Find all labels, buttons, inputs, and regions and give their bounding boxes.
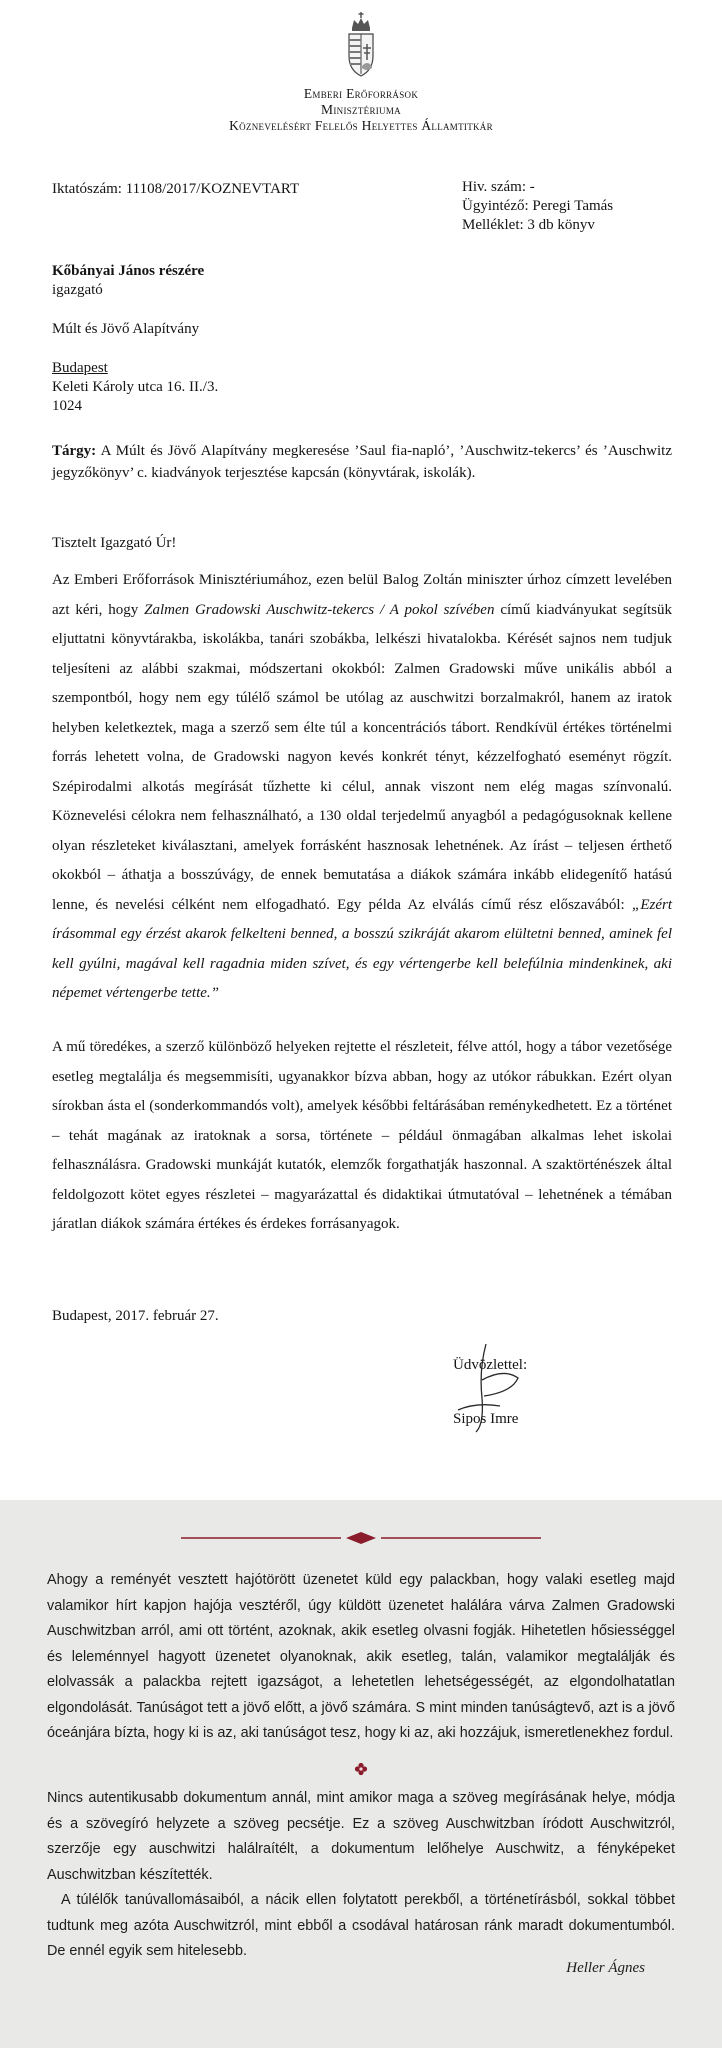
- registration-number: [52, 180, 299, 199]
- subject-text: A Múlt és Jövő Alapítvány megkeresése ’Saul fia-napló’, ’Auschwitz-tekercs’ és ’Auschwitz jegyzőkönyv’ c. kiadványok terjesztése kapcsán (könyvtárak, iskolák).: [52, 443, 672, 481]
- addressee-city: Budapest: [52, 360, 108, 376]
- ugyintezo-text: Ügyintéző: Peregi Tamás: [462, 198, 614, 214]
- melleklet-text: Melléklet: 3 db könyv: [462, 217, 595, 233]
- addressee-street: Keleti Károly utca 16. II./3.: [52, 379, 219, 395]
- ministry-line-2: Minisztériuma: [321, 102, 401, 117]
- quoted-passage: „Ezért írásommal egy érzést akarok felkelteni benned, a bosszú szikráját akarom elültetni benned, aminek fel kell gyúlni, magával kell ragadnia miden szívet, és egy vértengerbe kell belefúlnia mindenkinek, aki népemet vértengerbe tette.”: [52, 896, 672, 1001]
- hungarian-coat-of-arms-icon: [345, 10, 377, 82]
- panel-paragraph-1: Ahogy a reményét vesztett hajótörött üzenetet küld egy palackban, hogy valaki esetleg majd valamikor hírt kapjon hajója vesztéről, úgy küldött üzenetet halálára várva Zalmen Gradowski Auschwitzban arról, ami ott történt, azoknak, akik esetleg olvasni fogják. Hihetetlen hősiességgel és leleménnyel hagyott üzenetet olyanoknak, akik esetleg, talán, valamikor megtalálják és elolvassák a palackba rejtett igazságot, a lehetetlen lehetségességét, az elgondolhatatlan elgondolását. Tanúságot tett a jövő előtt, a jövő számára. S mint minden tanúságtevő, azt is a jövő óceánjára bízta, hogy ki is az, aki tanúságot tesz, hogy ki az, aki hozzájuk, ismeretlenekhez fordul.: [47, 1572, 675, 1741]
- subject-line: [52, 440, 672, 484]
- reference-details: [462, 178, 613, 235]
- panel-author: Heller Ágnes: [566, 1960, 645, 1976]
- panel-paragraph-3: A túlélők tanúvallomásaiból, a nácik ellen folytatott perekből, a történetírásból, sokkal többet tudtunk meg azóta Auschwitzról, mint ebből a csodával határosan ránk maradt dokumentumból. De ennél egyik sem hitelesebb.: [47, 1892, 675, 1959]
- ministry-line-1: Emberi Erőforrások: [303, 86, 419, 101]
- ministry-header: [0, 86, 722, 134]
- letter-paragraph-2: A mű töredékes, a szerző különböző helyeken rejtette el részleteit, félve attól, hogy a tábor vezetősége esetleg megtalálja és megsemmisíti, ugyanakkor bízva abban, hogy az utókor rábukkan. Ezért olyan sírokban ásta el (sonderkommandós volt), amelyek későbbi feltárásában reménykedhetett. Ez a történet – tehát magának az iratoknak a sorsa, története – például önmagában alkalmas lehet iskolai felhasználásra. Gradowski munkáját kutatók, elemzők forgathatják haszonnal. A szaktörténészek által feldolgozott kötet egyes részletei – magyarázattal és didaktikai útmutatóval – lehetnének a témában járatlan diákok számára értékes és érdekes forrásanyagok.: [52, 1039, 672, 1232]
- iktatoszam-text: Iktatószám: 11108/2017/KOZNEVTART: [52, 181, 300, 197]
- salutation: Tisztelt Igazgató Úr!: [52, 535, 177, 551]
- paragraph-1-body: című kiadványukat segítsük eljuttatni könyvtárakba, iskolákba, tanári szobákba, lelkészi hivatalokba. Kérését sajnos nem tudjuk teljesíteni az alábbi szakmai, módszertani okokból: Zalmen Gradowski műve unikális abból a szempontból, hogy nem egy túlélő számol be utólag az auschwitzi borzalmakról, hanem az iratok helyben keletkeztek, maga a szerző sem élte túl a koncentrációs tábort. Rendkívül értékes történelmi forrás lehetett volna, de Gradowski nagyon kevés konkrét tényt, kézzelfogható eseményt rögzít. Szépirodalmi alkotás megírását tűzhette ki célul, annak viszont nem elég magas színvonalú. Köznevelési célokra nem felhasználható, a 130 oldal terjedelmű anyagból a pedagógusoknak kellene olyan részleteket kiválasztani, amelyek forrásként hasznosak lehetnének. Az írást – teljesen érthető okokból – áthatja a bosszúvágy, de ennek bemutatása a diákok számára inkább elidegenítő hatású lenne, és nevelési célként nem elfogadható. Egy példa Az elválás című rész előszavából:: [52, 601, 672, 913]
- addressee-title: igazgató: [52, 282, 103, 298]
- addressee-name: Kőbányai János részére: [52, 263, 205, 279]
- paragraph-1-intro: Az Emberi Erőforrások Minisztériumához, ezen belül Balog Zoltán miniszter úrhoz címzett levelében azt kéri, hogy: [52, 572, 672, 618]
- subject-label: Tárgy:: [52, 443, 97, 459]
- flower-ornament-icon: [354, 1762, 368, 1776]
- book-title: Zalmen Gradowski Auschwitz-tekercs / A pokol szívében: [144, 601, 495, 618]
- signer-name: Sipos Imre: [453, 1411, 519, 1427]
- panel-paragraph-2: Nincs autentikusabb dokumentum annál, mint amikor maga a szöveg megírásának helye, módja és a szövegíró helyzete a szöveg pecsétje. Ez a szöveg Auschwitzban íródott Auschwitzról, szerzője egy auschwitzi halálraítélt, a dokumentum lelőhelye Auschwitz, a fényképeket Auschwitzban készítették.: [47, 1790, 675, 1883]
- letter-date: Budapest, 2017. február 27.: [52, 1308, 219, 1324]
- closing-block: [453, 1355, 527, 1429]
- ministry-line-3: Köznevelésért Felelős Helyettes Államtitkár: [229, 118, 493, 133]
- hiv-szam-text: Hiv. szám: -: [462, 179, 535, 195]
- ornament-divider-icon: [181, 1530, 541, 1546]
- addressee-org: Múlt és Jövő Alapítvány: [52, 321, 200, 337]
- closing-text: Üdvözlettel:: [453, 1357, 528, 1373]
- addressee-zip: 1024: [52, 398, 82, 414]
- letter-paragraph-1: [52, 566, 672, 1009]
- addressee-block: [52, 262, 218, 416]
